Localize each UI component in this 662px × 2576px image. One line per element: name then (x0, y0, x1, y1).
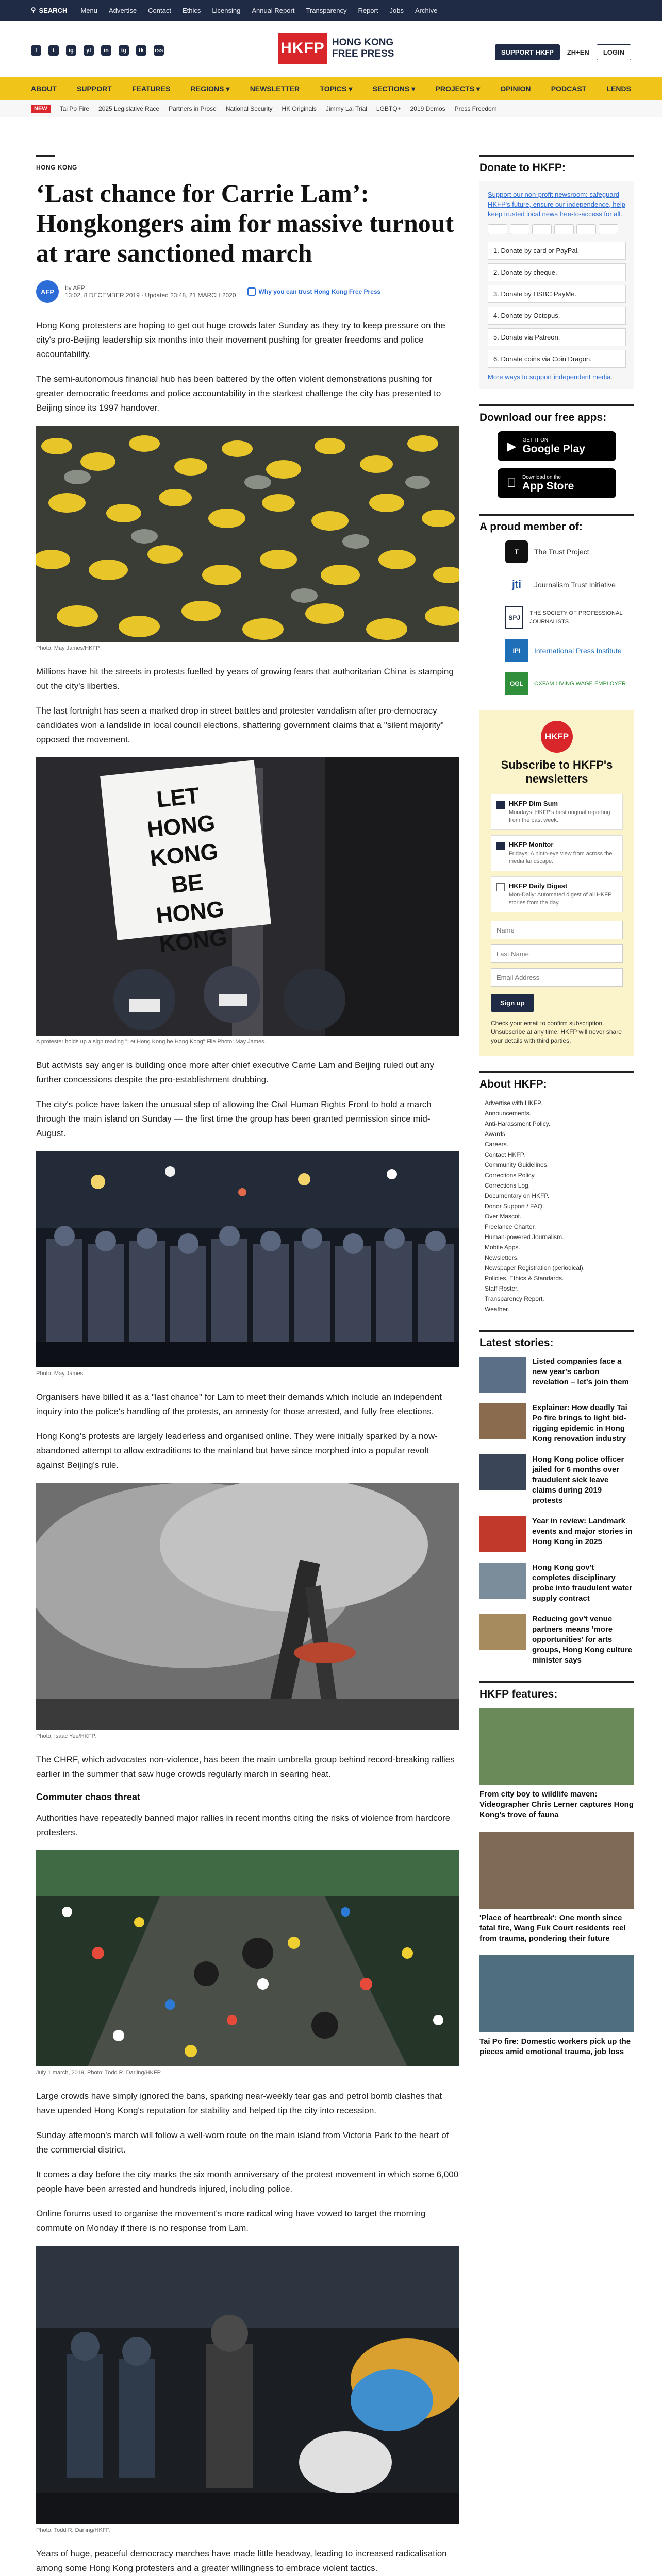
trust-project-logo: T (505, 540, 528, 563)
option-title: HKFP Dim Sum (509, 800, 558, 807)
member-name: The Trust Project (534, 547, 589, 556)
store-line: GET IT ON (522, 437, 549, 443)
option-desc: Mondays: HKFP's best original reporting from the past week. (509, 809, 610, 823)
latest-story[interactable] (479, 1614, 634, 1666)
about-link[interactable]: Contact HKFP. (485, 1151, 525, 1158)
nav-label: NEWSLETTER (250, 84, 300, 93)
youtube-icon[interactable]: yt (84, 45, 94, 56)
photo-caption: A protester holds up a sign reading "Let Hong Kong be Hong Kong" File Photo: May James. (36, 1039, 266, 1045)
app-store-text (513, 474, 574, 493)
top-link[interactable]: Archive (415, 6, 438, 14)
about-link[interactable]: Donor Support / FAQ. (485, 1202, 544, 1210)
mastercard-icon (510, 224, 529, 234)
member-trust-project[interactable] (505, 540, 634, 563)
feature-story[interactable] (479, 1955, 634, 2057)
feature-image (479, 1955, 634, 2032)
search-button[interactable] (31, 6, 67, 14)
photo-umbrella-crowd (36, 426, 459, 642)
byline-text (65, 284, 236, 299)
latest-story[interactable] (479, 1357, 634, 1393)
newsletter-logo: HKFP (541, 721, 573, 753)
sign-line: HONG KONG (155, 896, 228, 958)
first-name-field[interactable] (491, 921, 623, 939)
chevron-down-icon: ▾ (349, 84, 353, 93)
applepay-icon (576, 224, 596, 234)
photo-caption: Photo: May James/HKFP. (36, 645, 101, 651)
visa-icon (488, 224, 507, 234)
nav-item[interactable] (607, 84, 631, 93)
about-heading: About HKFP: (479, 1071, 634, 1091)
story-title: Listed companies face a new year's carbon revelation – let's join them (532, 1357, 629, 1386)
trending-link[interactable]: 2025 Legislative Race (98, 105, 160, 112)
trending-link[interactable]: Partners in Prose (169, 105, 217, 112)
instagram-icon[interactable]: ig (66, 45, 76, 56)
nav-label: FEATURES (132, 84, 171, 93)
byline (36, 280, 459, 303)
article-paragraph: Sunday afternoon's march will follow a well-worn route on the main island from Victoria Park to the heart of the commercial district. (36, 2130, 449, 2155)
about-link[interactable]: Careers. (485, 1141, 509, 1148)
latest-story[interactable] (479, 1403, 634, 1444)
about-link[interactable]: Freelance Charter. (485, 1223, 536, 1230)
about-link[interactable]: Staff Roster. (485, 1285, 519, 1292)
top-link[interactable]: Advertise (108, 6, 137, 14)
checkbox-checked-icon[interactable] (496, 842, 505, 850)
article-title: ‘Last chance for Carrie Lam’: Hongkongers aim for massive turnout at rare sanctioned march (36, 179, 454, 267)
top-bar (0, 0, 662, 21)
article-paragraph: The city's police have taken the unusual step of allowing the Civil Human Rights Front to hold a march through the main island on Sunday — the first time the group has been granted permission since mid-August. (36, 1099, 432, 1138)
nav-label: REGIONS (190, 84, 224, 93)
logo-text (332, 37, 394, 60)
latest-story[interactable] (479, 1454, 634, 1506)
photo-police-line (36, 1151, 459, 1367)
photo-tear-gas (36, 1483, 459, 1730)
nav-label: TOPICS (320, 84, 347, 93)
member-spj[interactable] (505, 606, 634, 629)
category-rule (36, 155, 55, 157)
top-link[interactable]: Report (358, 6, 378, 14)
category-label[interactable]: HONG KONG (36, 164, 77, 171)
nav-label: LENDS (606, 84, 631, 93)
rss-icon[interactable]: rss (154, 45, 164, 56)
latest-story[interactable] (479, 1563, 634, 1604)
story-thumbnail (479, 1516, 526, 1552)
site-logo[interactable] (278, 33, 394, 64)
checkbox-checked-icon[interactable] (496, 801, 505, 809)
nav-label: SUPPORT (77, 84, 112, 93)
umbrella-clash-image (36, 2246, 459, 2524)
newsletter-option[interactable] (491, 876, 623, 912)
top-link[interactable]: Contact (148, 6, 171, 14)
article-paragraph: It comes a day before the city marks the six month anniversary of the protest movement in which some 6,000 people have been arrested and hundreds injured, including police. (36, 2170, 459, 2194)
googlepay-icon (599, 224, 618, 234)
option-title: HKFP Monitor (509, 841, 554, 849)
apps-heading: Download our free apps: (479, 404, 634, 424)
story-thumbnail (479, 1403, 526, 1439)
photo-caption: Photo: Isaac Yee/HKFP. (36, 1733, 96, 1739)
story-title: Reducing gov't venue partners means 'more opportunities' for arts groups, Hong Kong culture minister says (532, 1615, 633, 1665)
trending-link[interactable]: National Security (225, 105, 273, 112)
newsletter-box (479, 710, 634, 1056)
donate-heading: Donate to HKFP: (479, 155, 634, 174)
top-link[interactable]: Licensing (212, 6, 241, 14)
signup-button[interactable]: Sign up (491, 994, 534, 1012)
support-button[interactable]: SUPPORT HKFP (495, 44, 560, 60)
member-name: OXFAM LIVING WAGE EMPLOYER (534, 680, 626, 687)
story-title: Explainer: How deadly Tai Po fire brings to light bid-rigging epidemic in Hong Kong renovation industry (532, 1403, 627, 1443)
logo-mark: HKFP (278, 33, 327, 64)
chevron-down-icon: ▾ (411, 84, 416, 93)
top-link[interactable]: Jobs (389, 6, 404, 14)
member-jti[interactable] (505, 573, 634, 596)
jti-logo: jti (512, 579, 521, 590)
nav-item[interactable] (77, 84, 112, 93)
chevron-down-icon: ▾ (476, 84, 481, 93)
story-title: Year in review: Landmark events and major stories in Hong Kong in 2025 (532, 1517, 633, 1546)
trending-link[interactable]: Press Freedom (454, 105, 497, 112)
top-link[interactable]: Transparency (306, 6, 347, 14)
login-button[interactable]: LOGIN (597, 44, 631, 60)
social-links (31, 45, 164, 56)
author-avatar[interactable]: AFP (36, 280, 59, 303)
sidebar (479, 155, 634, 2069)
subheading: Commuter chaos threat (36, 1792, 141, 1802)
about-links (479, 1098, 634, 1314)
google-play-text (522, 437, 585, 455)
member-oxfam[interactable] (505, 672, 634, 695)
option-title: HKFP Daily Digest (509, 882, 568, 890)
donate-option[interactable]: 3. Donate by HSBC PayMe. (488, 285, 626, 303)
play-store-icon: ▶ (507, 439, 517, 453)
newsletter-heading: Subscribe to HKFP's newsletters (501, 758, 613, 785)
publish-dates: 13:02, 8 DECEMBER 2019 · Updated 23:48, 21 MARCH 2020 (65, 292, 236, 299)
nav-item[interactable] (373, 84, 416, 93)
article-paragraph: The CHRF, which advocates non-violence, has been the main umbrella group behind record-breaking rallies earlier in the summer that saw huge crowds regularly march in searing heat. (36, 1755, 455, 1779)
checkbox-icon (247, 287, 256, 296)
photo-july-march (36, 1850, 459, 2066)
sign-line: HONG KONG (145, 810, 220, 871)
photo-protest-sign (36, 757, 459, 1036)
donate-intro[interactable]: Support our non-profit newsroom: safeguard HKFP's future, ensure our independence, help keep trusted local news free-to-access for all. (488, 191, 625, 218)
oxfam-logo: OGL (505, 672, 528, 695)
police-line-image (36, 1151, 459, 1367)
sign-line: BE (170, 869, 204, 898)
option-desc: Mon-Daily: Automated digest of all HKFP stories from the day. (509, 892, 612, 906)
article-paragraph: The last fortnight has seen a marked drop in street battles and protester vandalism after pro-democracy candidates won a landslide in local council elections, shattering government claims that a "silent majority" opposed the movement. (36, 706, 444, 744)
article-paragraph: Organisers have billed it as a "last chance" for Lam to meet their demands which include an independent inquiry into the police's handling of the protests, an amnesty for those arrested, and fully free elections. (36, 1392, 442, 1416)
about-link[interactable]: Documentary on HKFP. (485, 1192, 550, 1199)
brand-bar (0, 21, 662, 77)
newsletter-option[interactable] (491, 835, 623, 871)
ipi-logo: IPI (505, 639, 528, 662)
trending-link[interactable]: Tai Po Fire (59, 105, 90, 112)
donate-option[interactable]: 6. Donate coins via Coin Dragon. (488, 350, 626, 368)
nav-item[interactable] (191, 84, 230, 93)
feature-title: Tai Po fire: Domestic workers pick up the pieces amid emotional trauma, job loss (479, 2037, 631, 2056)
sign-text (110, 776, 261, 962)
donate-more-link[interactable]: More ways to support independent media. (488, 373, 613, 381)
about-link[interactable]: Community Guidelines. (485, 1161, 549, 1168)
about-link[interactable]: Newsletters. (485, 1254, 519, 1261)
nav-item[interactable] (320, 84, 352, 93)
checkbox-icon[interactable] (496, 883, 505, 891)
member-ipi[interactable] (505, 639, 634, 662)
about-link[interactable]: Newspaper Registration (periodical). (485, 1264, 585, 1272)
story-title: Hong Kong gov't completes disciplinary probe into fraudulent water supply contract (532, 1563, 633, 1603)
author-name[interactable]: by AFP (65, 284, 85, 292)
trending-link[interactable]: 2019 Demos (410, 105, 445, 112)
article-paragraph: Millions have hit the streets in protests fuelled by years of growing fears that authoritarian China is stamping out the city's liberties. (36, 667, 454, 691)
feature-image (479, 1708, 634, 1785)
nav-item[interactable] (250, 84, 300, 93)
about-link[interactable]: Weather. (485, 1306, 509, 1313)
feature-title: From city boy to wildlife maven: Videographer Chris Lerner captures Hong Kong's trove of fauna (479, 1790, 634, 1819)
donate-box (479, 181, 634, 389)
photo-caption: Photo: Todd R. Darling/HKFP. (36, 2527, 111, 2533)
trust-link[interactable] (247, 287, 381, 296)
feature-title: 'Place of heartbreak': One month since fatal fire, Wang Fuk Court residents reel from trauma, pondering their future (479, 1913, 626, 1943)
paypal-icon (554, 224, 574, 234)
about-link[interactable]: Human-powered Journalism. (485, 1233, 564, 1241)
trending-link[interactable]: LGBTQ+ (376, 105, 401, 112)
about-link[interactable]: Mobile Apps. (485, 1244, 520, 1251)
member-name: International Press Institute (534, 646, 622, 655)
story-thumbnail (479, 1357, 526, 1393)
member-name: THE SOCIETY OF PROFESSIONAL JOURNALISTS (529, 610, 623, 625)
brand-actions (495, 44, 631, 60)
trending-link[interactable]: Jimmy Lai Trial (325, 105, 367, 112)
nav-item[interactable] (500, 84, 531, 93)
search-icon: ⚲ (31, 6, 36, 14)
telegram-icon[interactable]: tg (119, 45, 129, 56)
story-thumbnail (479, 1614, 526, 1650)
facebook-icon[interactable]: f (31, 45, 41, 56)
about-link[interactable]: Over Mascot. (485, 1213, 522, 1220)
newsletter-option[interactable] (491, 794, 623, 830)
apple-icon (507, 476, 516, 490)
top-links (80, 7, 437, 14)
store-line: Google Play (522, 443, 585, 455)
logo-line: HONG KONG (332, 37, 394, 48)
feature-story[interactable] (479, 1832, 634, 1944)
article-paragraph: But activists say anger is building once more after chief executive Carrie Lam and Beijing ruled out any further concessions despite the pro-establishment drubbing. (36, 1060, 435, 1084)
donate-option[interactable]: 5. Donate via Patreon. (488, 328, 626, 346)
article-paragraph: Online forums used to organise the movement's more radical wing have vowed to target the morning commute on Monday if there is no response from Lam. (36, 2209, 426, 2233)
store-line: Download on the (513, 474, 552, 480)
feature-story[interactable] (479, 1708, 634, 1820)
umbrella-crowd-image (36, 426, 459, 642)
logo-line: FREE PRESS (332, 48, 394, 59)
trending-bar (0, 100, 662, 117)
chevron-down-icon: ▾ (226, 84, 230, 93)
story-thumbnail (479, 1454, 526, 1490)
nav-label: ABOUT (31, 84, 57, 93)
trending-link[interactable]: HK Originals (282, 105, 317, 112)
language-toggle[interactable]: ZH+EN (567, 48, 589, 56)
about-link[interactable]: Corrections Log. (485, 1182, 531, 1189)
about-link[interactable]: Advertise with HKFP. (485, 1099, 542, 1107)
nav-item[interactable] (132, 84, 170, 93)
tiktok-icon[interactable]: tk (136, 45, 146, 56)
donate-option[interactable]: 1. Donate by card or PayPal. (488, 242, 626, 260)
member-heading: A proud member of: (479, 514, 634, 533)
about-link[interactable]: Policies, Ethics & Standards. (485, 1275, 564, 1282)
story-thumbnail (479, 1563, 526, 1599)
spj-logo: SPJ (505, 606, 523, 629)
main-nav (0, 77, 662, 100)
nav-item[interactable] (31, 84, 57, 93)
last-name-field[interactable] (491, 944, 623, 963)
article-paragraph: Large crowds have simply ignored the bans, sparking near-weekly tear gas and petrol bomb clashes that have upended Hong Kong's reputation for stability and helped tip the city into recession. (36, 2091, 442, 2115)
nav-label: SECTIONS (372, 84, 410, 93)
app-store-button[interactable] (498, 468, 616, 498)
search-label: SEARCH (39, 6, 68, 14)
latest-heading: Latest stories: (479, 1330, 634, 1349)
member-name: Journalism Trust Initiative (534, 580, 616, 589)
about-link[interactable]: Anti-Harassment Policy. (485, 1120, 551, 1127)
sign-line: LET (155, 783, 201, 812)
donate-option[interactable]: 4. Donate by Octopus. (488, 307, 626, 325)
top-link[interactable]: Menu (80, 6, 97, 14)
about-link[interactable]: Announcements. (485, 1110, 532, 1117)
nav-label: PODCAST (551, 84, 587, 93)
trust-label: Why you can trust Hong Kong Free Press (258, 288, 381, 295)
store-line: App Store (513, 480, 565, 492)
article-paragraph: Hong Kong's protests are largely leaderless and organised online. They were initially sparked by a now-abandoned attempt to allow extraditions to the mainland but have since morphed into a popular revolt against Beijing's rule. (36, 1431, 438, 1470)
article-lead: Hong Kong protesters are hoping to get out huge crowds later Sunday as they try to keep pressure on the city's pro-Beijing leadership six months into their movement pushing for greater freedoms and police accountability. (36, 320, 445, 359)
donate-option[interactable]: 2. Donate by cheque. (488, 263, 626, 281)
nav-label: OPINION (500, 84, 531, 93)
nav-label: PROJECTS (435, 84, 475, 93)
newsletter-note: Check your email to confirm subscription. Unsubscribe at any time. HKFP will never share your details with third parties. (491, 1020, 622, 1044)
google-play-button[interactable] (498, 431, 616, 461)
about-link[interactable]: Transparency Report. (485, 1295, 544, 1302)
about-link[interactable]: Awards. (485, 1130, 507, 1138)
linkedin-icon[interactable]: in (101, 45, 111, 56)
article-paragraph: Authorities have repeatedly banned major rallies in recent months citing the risks of violence from hardcore protesters. (36, 1813, 451, 1837)
feature-image (479, 1832, 634, 1909)
top-link[interactable]: Ethics (182, 6, 201, 14)
photo-umbrella-clash (36, 2246, 459, 2524)
story-title: Hong Kong police officer jailed for 6 months over fraudulent sick leave claims during 2019 protests (532, 1455, 624, 1505)
top-link[interactable]: Annual Report (252, 6, 295, 14)
amex-icon (532, 224, 552, 234)
nav-item[interactable] (436, 84, 481, 93)
new-badge: NEW (31, 105, 51, 113)
article-paragraph: Years of huge, peaceful democracy marches have made little headway, leading to increased radicalisation among some Hong Kong protesters and a greater willingness to embrace violent tactics. (36, 2549, 447, 2573)
email-field[interactable] (491, 968, 623, 987)
photo-caption: Photo: May James. (36, 1370, 85, 1377)
article (36, 155, 459, 2576)
nav-item[interactable] (551, 84, 586, 93)
option-desc: Fridays: A ninth-eye view from across the media landscape. (509, 851, 613, 865)
article-paragraph: The semi-autonomous financial hub has been battered by the often violent demonstrations pushing for greater democratic freedoms and police accountability in the starkest challenge the city has presented to Beijing since its 1997 handover. (36, 374, 441, 413)
about-link[interactable]: Corrections Policy. (485, 1172, 536, 1179)
features-heading: HKFP features: (479, 1681, 634, 1701)
photo-caption: July 1 march, 2019. Photo: Todd R. Darling/HKFP. (36, 2070, 162, 2076)
tear-gas-image (36, 1483, 459, 1730)
payment-methods (488, 224, 626, 234)
july-march-image (36, 1850, 459, 2066)
latest-story[interactable] (479, 1516, 634, 1552)
twitter-icon[interactable]: t (48, 45, 59, 56)
